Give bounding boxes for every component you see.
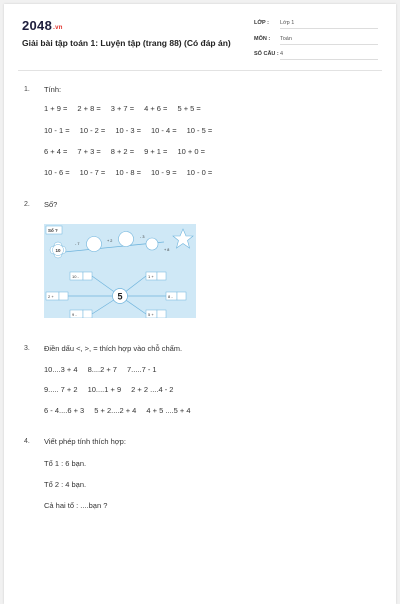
chain-circle — [119, 232, 134, 247]
meta-value: 4 — [280, 51, 378, 60]
comparison-item: 10....3 + 4 — [44, 365, 78, 374]
exercise-row — [44, 147, 215, 156]
meta-value: Lớp 1 — [280, 20, 378, 29]
exercise-item: 4 + 6 = — [144, 104, 168, 113]
meta-label: LỚP : — [254, 20, 269, 26]
exercise-item: 10 - 6 = — [44, 168, 70, 177]
comparison-item: 5 + 2....2 + 4 — [94, 406, 137, 415]
exercise-item: 5 + 5 = — [177, 104, 201, 113]
op-label: + 2 — [107, 239, 113, 243]
op-label: - 3 — [140, 235, 145, 239]
meta-class — [254, 20, 384, 29]
word-problem-line: Tổ 1 : 6 bạn. — [44, 459, 87, 468]
corner-label: Số ? — [48, 228, 58, 233]
exercise-item: 3 + 7 = — [110, 104, 135, 113]
exercise-item: 1 + 9 = — [44, 104, 68, 113]
comparison-item: 8....2 + 7 — [87, 365, 117, 374]
question-text: Số? — [44, 200, 58, 209]
chain-circle — [87, 237, 102, 252]
flower-value: 10 — [55, 248, 61, 253]
comparison-item: 9..... 7 + 2 — [44, 385, 78, 394]
expression-text: 8 - — [168, 294, 173, 299]
expression-text: 10 - — [72, 274, 79, 279]
comparison-item: 6 - 4....6 + 3 — [44, 406, 85, 415]
comparison-item: 4 + 5 ....5 + 4 — [146, 406, 191, 415]
exercise-item: 10 - 0 = — [186, 168, 213, 177]
exercise-item: 10 - 1 = — [44, 126, 70, 135]
answer-box[interactable] — [177, 292, 186, 300]
exercise-item: 10 - 8 = — [115, 168, 141, 177]
exercise-item: 10 - 5 = — [186, 126, 213, 135]
meta-question-count — [254, 51, 384, 60]
exercise-item: 10 - 3 = — [115, 126, 141, 135]
answer-box[interactable] — [157, 310, 166, 318]
page-title: Giải bài tập toán 1: Luyện tập (trang 88) (Có đáp án) — [22, 38, 231, 48]
expression-text: 1 + — [148, 274, 154, 279]
exercise-item: 7 + 3 = — [77, 147, 101, 156]
word-problem-line: Cả hai tổ : ....bạn ? — [44, 501, 108, 510]
meta-value: Toán — [280, 36, 378, 45]
expression-text: 9 - — [72, 312, 77, 317]
exercise-item: 8 + 2 = — [110, 147, 135, 156]
exercise-item: 6 + 4 = — [44, 147, 68, 156]
comparison-row — [44, 385, 183, 394]
exercise-item: 2 + 8 = — [77, 104, 101, 113]
header-divider — [18, 70, 382, 71]
question-text: Điền dấu <, >, = thích hợp vào chỗ chấm. — [44, 344, 183, 353]
comparison-row — [44, 365, 167, 374]
exercise-item: 9 + 1 = — [144, 147, 168, 156]
answer-box[interactable] — [83, 310, 92, 318]
op-label: - 7 — [75, 242, 80, 246]
comparison-row — [44, 406, 201, 415]
logo-text: 2048 — [22, 18, 53, 33]
exercise-row — [44, 104, 211, 113]
center-value: 5 — [117, 291, 123, 302]
exercise-item: 10 - 4 = — [150, 126, 177, 135]
expression-text: 5 + — [148, 312, 154, 317]
exercise-item: 10 + 0 = — [177, 147, 205, 156]
exercise-item: 10 - 7 = — [79, 168, 106, 177]
op-label: + 8 — [164, 248, 170, 252]
site-logo[interactable] — [22, 18, 63, 33]
question-number: 3. — [24, 345, 30, 352]
exercise-row — [44, 126, 222, 135]
chain-circle — [146, 238, 158, 250]
comparison-item: 7.....7 - 1 — [126, 365, 157, 374]
expression-text: 2 + — [48, 294, 54, 299]
word-problem-line: Tổ 2 : 4 bạn. — [44, 480, 87, 489]
logo-suffix: .vn — [53, 25, 63, 31]
question-text: Tính: — [44, 85, 62, 94]
worksheet-page — [4, 4, 396, 604]
exercise-row — [44, 168, 222, 177]
meta-subject — [254, 36, 384, 45]
answer-box[interactable] — [59, 292, 68, 300]
exercise-item: 10 - 9 = — [150, 168, 177, 177]
question-number: 4. — [24, 438, 30, 445]
question-text: Viết phép tính thích hợp: — [44, 437, 126, 446]
meta-label: MÔN : — [254, 36, 271, 42]
number-diagram — [44, 224, 196, 318]
answer-box[interactable] — [157, 272, 166, 280]
exercise-item: 10 - 2 = — [79, 126, 106, 135]
answer-box[interactable] — [83, 272, 92, 280]
meta-label: SỐ CÂU : — [254, 51, 279, 57]
question-number: 1. — [24, 86, 30, 93]
comparison-item: 10....1 + 9 — [87, 385, 122, 394]
question-number: 2. — [24, 201, 30, 208]
comparison-item: 2 + 2 ....4 - 2 — [131, 385, 174, 394]
